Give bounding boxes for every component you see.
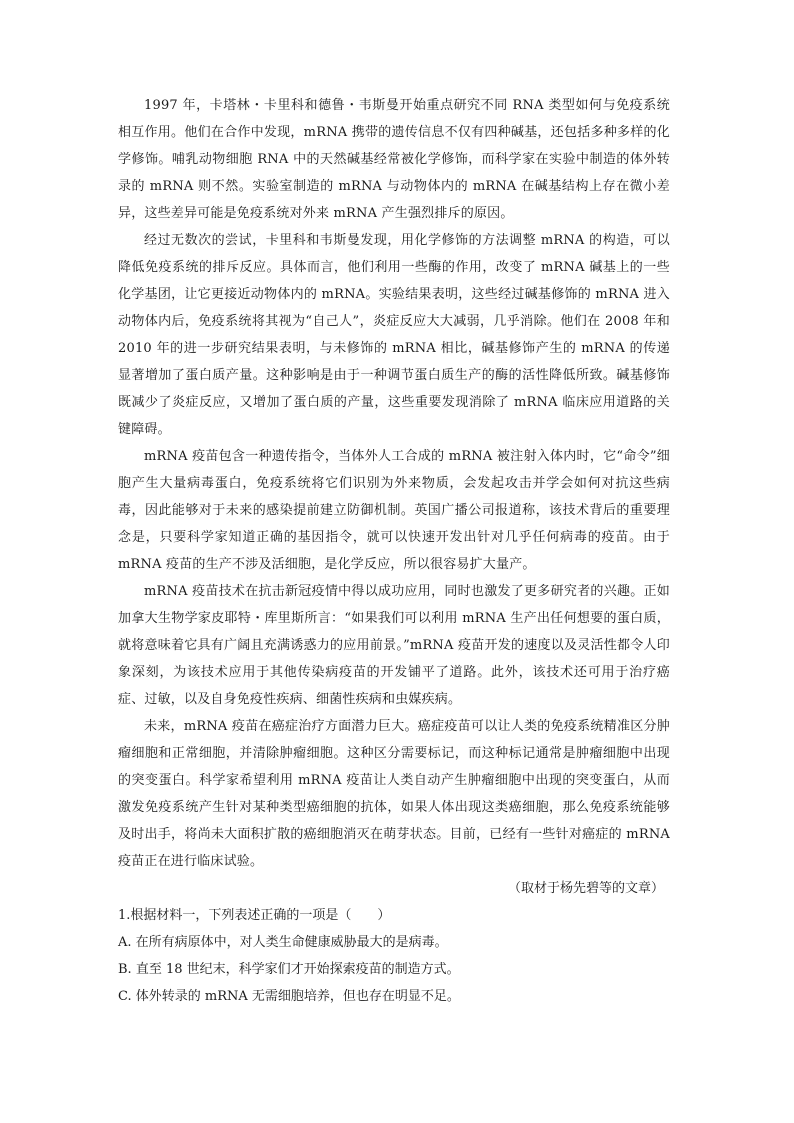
paragraph-4: mRNA 疫苗技术在抗击新冠疫情中得以成功应用，同时也激发了更多研究者的兴趣。正如加拿大生物学家皮耶特・库里斯所言：“如果我们可以利用 mRNA 生产出任何想要的蛋白质，就将意味着它具有广阔且充满诱惑力的应用前景。”mRNA 疫苗开发的速度以及灵活性都令人印象深刻，为该技术应用于其他传染病疫苗的开发铺平了道路。此外，该技术还可用于治疗癌症、过敏，以及自身免疫性疾病、细菌性疾病和虫媒疾病。: [118, 584, 670, 707]
paragraph-2: 经过无数次的尝试，卡里科和韦斯曼发现，用化学修饰的方法调整 mRNA 的构造，可以降低免疫系统的排斥反应。具体而言，他们利用一些酶的作用，改变了 mRNA 碱基上的一些化学基团，让它更接近动物体内的 mRNA。实验结果表明，这些经过碱基修饰的 mRNA 进入动物体内后，免疫系统将其视为“自己人”，炎症反应大大减弱，几乎消除。他们在 2008 年和 2010 年的进一步研究结果表明，与未修饰的 mRNA 相比，碱基修饰产生的 mRNA 的传递显著增加了蛋白质产量。这种影响是由于一种调节蛋白质生产的酶的活性降低所致。碱基修饰既减少了炎症反应，又增加了蛋白质的产量，这些重要发现消除了 mRNA 临床应用道路的关键障碍。: [118, 233, 670, 437]
question-stem: 1.根据材料一，下列表述正确的一项是（ ）: [118, 908, 391, 923]
question-block: [118, 902, 670, 1010]
paragraph-3: mRNA 疫苗包含一种遗传指令，当体外人工合成的 mRNA 被注射入体内时，它“命令”细胞产生大量病毒蛋白，免疫系统将它们识别为外来物质，会发起攻击并学会如何对抗这些病毒，因此能够对于未来的感染提前建立防御机制。英国广播公司报道称，该技术背后的重要理念是，只要科学家知道正确的基因指令，就可以快速开发出针对几乎任何病毒的疫苗。由于 mRNA 疫苗的生产不涉及活细胞，是化学反应，所以很容易扩大量产。: [118, 449, 670, 572]
source-citation: （取材于杨先碧等的文章）: [507, 881, 664, 896]
paragraph-5: 未来，mRNA 疫苗在癌症治疗方面潜力巨大。癌症疫苗可以让人类的免疫系统精准区分肿瘤细胞和正常细胞，并清除肿瘤细胞。这种区分需要标记，而这种标记通常是肿瘤细胞中出现的突变蛋白。科学家希望利用 mRNA 疫苗让人类自动产生肿瘤细胞中出现的突变蛋白，从而激发免疫系统产生针对某种类型癌细胞的抗体，如果人体出现这类癌细胞，那么免疫系统能够及时出手，将尚未大面积扩散的癌细胞消灭在萌芽状态。目前，已经有一些针对癌症的 mRNA 疫苗正在进行临床试验。: [118, 719, 670, 869]
option-c: C. 体外转录的 mRNA 无需细胞培养，但也存在明显不足。: [118, 989, 460, 1004]
paragraph-1: 1997 年，卡塔林・卡里科和德鲁・韦斯曼开始重点研究不同 RNA 类型如何与免疫系统相互作用。他们在合作中发现，mRNA 携带的遗传信息不仅有四种碱基，还包括多种多样的化学修饰。哺乳动物细胞 RNA 中的天然碱基经常被化学修饰，而科学家在实验中制造的体外转录的 mRNA 则不然。实验室制造的 mRNA 与动物体内的 mRNA 在碱基结构上存在微小差异，这些差异可能是免疫系统对外来 mRNA 产生强烈排斥的原因。: [118, 98, 670, 221]
document-page: [118, 92, 670, 1010]
option-b: B. 直至 18 世纪末，科学家们才开始探索疫苗的制造方式。: [118, 962, 460, 977]
option-a: A. 在所有病原体中，对人类生命健康威胁最大的是病毒。: [118, 935, 448, 950]
